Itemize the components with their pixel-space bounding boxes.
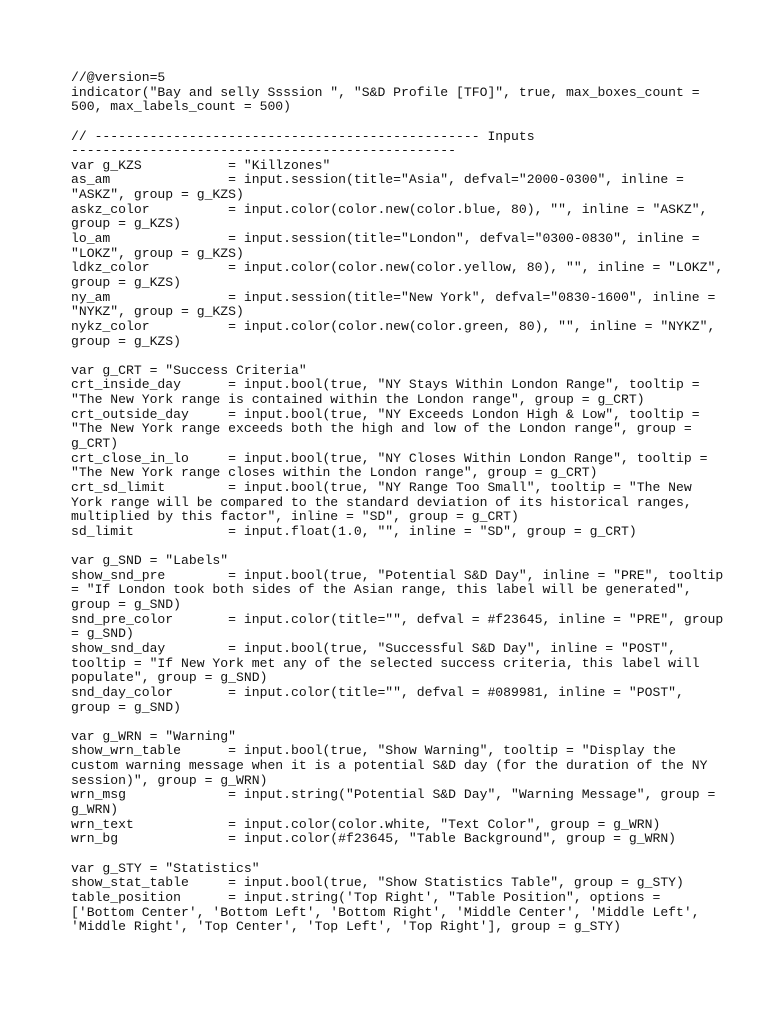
- code-line: snd_day_color = input.color(title="", defval = #089981, inline = "POST",: [71, 684, 684, 700]
- code-line: group = g_SND): [71, 597, 182, 613]
- code-line: g_WRN): [71, 802, 119, 818]
- code-line: session)", group = g_WRN): [71, 772, 268, 788]
- code-line: show_snd_pre = input.bool(true, "Potential S&D Day", inline = "PRE", tooltip: [71, 567, 724, 583]
- code-line: var g_KZS = "Killzones": [71, 157, 331, 173]
- blank-line: [71, 540, 711, 555]
- code-line: wrn_bg = input.color(#f23645, "Table Background", group = g_WRN): [71, 831, 677, 847]
- code-line: "The New York range is contained within the London range", group = g_CRT): [71, 392, 645, 408]
- code-line: var g_CRT = "Success Criteria": [71, 362, 307, 378]
- code-line: tooltip = "If New York met any of the selected success criteria, this label will: [71, 655, 700, 671]
- blank-line: [71, 115, 711, 130]
- code-line: var g_WRN = "Warning": [71, 728, 237, 744]
- code-line: wrn_text = input.color(color.white, "Text Color", group = g_WRN): [71, 816, 661, 832]
- code-line: crt_outside_day = input.bool(true, "NY Exceeds London High & Low", tooltip =: [71, 406, 700, 422]
- code-line: = g_SND): [71, 626, 134, 642]
- code-line: "LOKZ", group = g_KZS): [71, 245, 244, 261]
- blank-line: [71, 847, 711, 862]
- code-line: wrn_msg = input.string("Potential S&D Day", "Warning Message", group =: [71, 787, 716, 803]
- code-line: 'Middle Right', 'Top Center', 'Top Left', 'Top Right'], group = g_STY): [71, 919, 622, 935]
- code-line: group = g_KZS): [71, 333, 182, 349]
- code-line: "ASKZ", group = g_KZS): [71, 187, 244, 203]
- code-line: sd_limit = input.float(1.0, "", inline = "SD", group = g_CRT): [71, 523, 637, 539]
- code-line: = "If London took both sides of the Asian range, this label will be generated",: [71, 582, 692, 598]
- code-line: group = g_KZS): [71, 274, 182, 290]
- code-line: // ------------------------------------------------- Inputs: [71, 128, 535, 144]
- code-line: crt_sd_limit = input.bool(true, "NY Range Too Small", tooltip = "The New: [71, 479, 692, 495]
- code-line: crt_inside_day = input.bool(true, "NY Stays Within London Range", tooltip =: [71, 377, 700, 393]
- code-line: ['Bottom Center', 'Bottom Left', 'Bottom Right', 'Middle Center', 'Middle Left',: [71, 904, 700, 920]
- code-line: var g_SND = "Labels": [71, 553, 229, 569]
- code-line: "The New York range exceeds both the high and low of the London range", group =: [71, 421, 692, 437]
- code-line: "The New York range closes within the London range", group = g_CRT): [71, 465, 598, 481]
- code-line: snd_pre_color = input.color(title="", defval = #f23645, inline = "PRE", group: [71, 611, 724, 627]
- code-line: populate", group = g_SND): [71, 670, 268, 686]
- blank-line: [71, 715, 711, 730]
- code-line: lo_am = input.session(title="London", defval="0300-0830", inline =: [71, 231, 700, 247]
- code-line: -------------------------------------------------: [71, 143, 457, 159]
- code-line: as_am = input.session(title="Asia", defval="2000-0300", inline =: [71, 172, 684, 188]
- code-line: multiplied by this factor", inline = "SD", group = g_CRT): [71, 509, 519, 525]
- code-line: group = g_SND): [71, 699, 182, 715]
- code-line: crt_close_in_lo = input.bool(true, "NY Closes Within London Range", tooltip =: [71, 450, 708, 466]
- code-line: 500, max_labels_count = 500): [71, 99, 292, 115]
- code-line: indicator("Bay and selly Ssssion ", "S&D Profile [TFO]", true, max_boxes_count =: [71, 84, 700, 100]
- code-line: table_position = input.string('Top Right', "Table Position", options =: [71, 889, 661, 905]
- code-line: nykz_color = input.color(color.new(color.green, 80), "", inline = "NYKZ",: [71, 318, 716, 334]
- code-line: var g_STY = "Statistics": [71, 860, 260, 876]
- code-line: custom warning message when it is a potential S&D day (for the duration of the NY: [71, 758, 708, 774]
- code-line: askz_color = input.color(color.new(color.blue, 80), "", inline = "ASKZ",: [71, 201, 708, 217]
- code-line: g_CRT): [71, 436, 119, 452]
- code-line: show_stat_table = input.bool(true, "Show Statistics Table", group = g_STY): [71, 875, 684, 891]
- code-line: ny_am = input.session(title="New York", defval="0830-1600", inline =: [71, 289, 716, 305]
- code-line: //@version=5: [71, 70, 166, 85]
- code-document: [71, 70, 724, 935]
- blank-line: [71, 349, 711, 364]
- code-line: show_snd_day = input.bool(true, "Successful S&D Day", inline = "POST",: [71, 640, 677, 656]
- code-line: group = g_KZS): [71, 216, 182, 232]
- code-line: York range will be compared to the standard deviation of its historical ranges,: [71, 494, 692, 510]
- code-line: show_wrn_table = input.bool(true, "Show Warning", tooltip = "Display the: [71, 743, 677, 759]
- code-line: "NYKZ", group = g_KZS): [71, 304, 244, 320]
- code-line: ldkz_color = input.color(color.new(color.yellow, 80), "", inline = "LOKZ",: [71, 260, 724, 276]
